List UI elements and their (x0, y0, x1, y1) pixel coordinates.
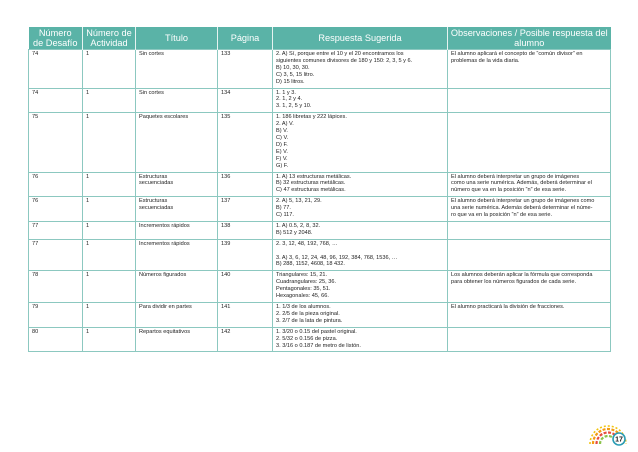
cell-actividad: 1 (83, 172, 136, 197)
cell-actividad: 1 (83, 303, 136, 328)
header-numero-actividad: Número de Actividad (83, 27, 136, 50)
cell-titulo: Paquetes escolares (136, 113, 218, 172)
cell-pagina: 133 (218, 50, 273, 89)
cell-actividad: 1 (83, 327, 136, 352)
cell-desafio: 80 (29, 327, 83, 352)
table-row (29, 239, 611, 271)
cell-pagina: 136 (218, 172, 273, 197)
cell-titulo: Sin cortes (136, 88, 218, 113)
cell-pagina: 137 (218, 197, 273, 222)
table-row (29, 88, 611, 113)
cell-pagina: 134 (218, 88, 273, 113)
cell-respuesta: 1. A) 0.5, 2, 8, 32. B) 512 y 2048. (273, 221, 448, 239)
cell-observaciones: El alumno deberá interpretar un grupo de imágenes como una serie numérica. Además deberá determinar el núme- ro que va en la posición “n” de esa serie. (448, 197, 611, 222)
cell-desafio: 74 (29, 50, 83, 89)
cell-respuesta: 2. A) 5, 13, 21, 29. B) 77. C) 117. (273, 197, 448, 222)
cell-desafio: 78 (29, 271, 83, 303)
cell-pagina: 138 (218, 221, 273, 239)
cell-titulo: Incrementos rápidos (136, 239, 218, 271)
rainbow-logo-icon (586, 404, 630, 448)
table-row (29, 172, 611, 197)
cell-titulo: Sin cortes (136, 50, 218, 89)
cell-respuesta: 1. 1/3 de los alumnos. 2. 2/5 de la pieza original. 3. 2/7 de la lata de pintura. (273, 303, 448, 328)
cell-actividad: 1 (83, 88, 136, 113)
cell-observaciones (448, 239, 611, 271)
cell-titulo: Números figurados (136, 271, 218, 303)
cell-pagina: 142 (218, 327, 273, 352)
cell-respuesta: 1. A) 13 estructuras metálicas. B) 32 estructuras metálicas. C) 47 estructuras metálicas. (273, 172, 448, 197)
cell-respuesta: 1. 186 libretas y 222 lápices. 2. A) V. B) V. C) V. D) F. E) V. F) V. G) F. (273, 113, 448, 172)
table-header-row (29, 27, 611, 50)
cell-desafio: 75 (29, 113, 83, 172)
cell-pagina: 141 (218, 303, 273, 328)
cell-observaciones: El alumno practicará la división de fracciones. (448, 303, 611, 328)
cell-observaciones (448, 113, 611, 172)
cell-desafio: 77 (29, 239, 83, 271)
cell-observaciones (448, 221, 611, 239)
cell-titulo: Incrementos rápidos (136, 221, 218, 239)
header-titulo: Título (136, 27, 218, 50)
cell-desafio: 77 (29, 221, 83, 239)
answer-table (28, 27, 611, 352)
cell-actividad: 1 (83, 50, 136, 89)
header-numero-desafio: Número de Desafío (29, 27, 83, 50)
cell-titulo: Estructuras secuenciadas (136, 172, 218, 197)
cell-pagina: 140 (218, 271, 273, 303)
table-row (29, 197, 611, 222)
cell-actividad: 1 (83, 271, 136, 303)
cell-observaciones (448, 88, 611, 113)
page-number: 17 (615, 436, 623, 444)
cell-titulo: Estructuras secuenciadas (136, 197, 218, 222)
cell-desafio: 76 (29, 172, 83, 197)
cell-actividad: 1 (83, 197, 136, 222)
cell-desafio: 74 (29, 88, 83, 113)
table-row (29, 327, 611, 352)
cell-titulo: Para dividir en partes (136, 303, 218, 328)
cell-respuesta: Triangulares: 15, 21. Cuadrangulares: 25, 36. Pentagonales: 35, 51. Hexagonales: 45, 66. (273, 271, 448, 303)
table-body (29, 50, 611, 352)
cell-titulo: Repartos equitativos (136, 327, 218, 352)
cell-observaciones (448, 327, 611, 352)
table-row (29, 271, 611, 303)
header-respuesta-sugerida: Respuesta Sugerida (273, 27, 448, 50)
header-observaciones: Observaciones / Posible respuesta del alumno (448, 27, 611, 50)
cell-observaciones: Los alumnos deberán aplicar la fórmula que corresponda para obtener los números figurados de cada serie. (448, 271, 611, 303)
cell-pagina: 135 (218, 113, 273, 172)
table-row (29, 113, 611, 172)
table-row (29, 221, 611, 239)
cell-desafio: 76 (29, 197, 83, 222)
cell-respuesta: 2. A) Sí, porque entre el 10 y el 20 encontramos los siguientes comunes divisores de 180 y 150: 2, 3, 5 y 6. B) 10, 30, 30. C) 3, 5, 15 litro. D) 15 litros. (273, 50, 448, 89)
table-row (29, 303, 611, 328)
cell-actividad: 1 (83, 113, 136, 172)
cell-respuesta: 1. 3/20 o 0.15 del pastel original. 2. 5/32 o 0.156 de pizza. 3. 3/16 o 0.187 de metro de listón. (273, 327, 448, 352)
cell-actividad: 1 (83, 221, 136, 239)
table-row (29, 50, 611, 89)
cell-actividad: 1 (83, 239, 136, 271)
cell-desafio: 79 (29, 303, 83, 328)
cell-pagina: 139 (218, 239, 273, 271)
cell-respuesta: 1. 1 y 3. 2. 1, 2 y 4. 3. 1, 2, 5 y 10. (273, 88, 448, 113)
cell-respuesta: 2. 3, 12, 48, 192, 768, … 3. A) 3, 6, 12, 24, 48, 96, 192, 384, 768, 1536, … B) 288, 1152, 4608, 18 432. (273, 239, 448, 271)
cell-observaciones: El alumno deberá interpretar un grupo de imágenes como una serie numérica. Además, deberá determinar el número que va en la posición “n” de esa serie. (448, 172, 611, 197)
cell-observaciones: El alumno aplicará el concepto de “común divisor” en problemas de la vida diaria. (448, 50, 611, 89)
header-pagina: Página (218, 27, 273, 50)
